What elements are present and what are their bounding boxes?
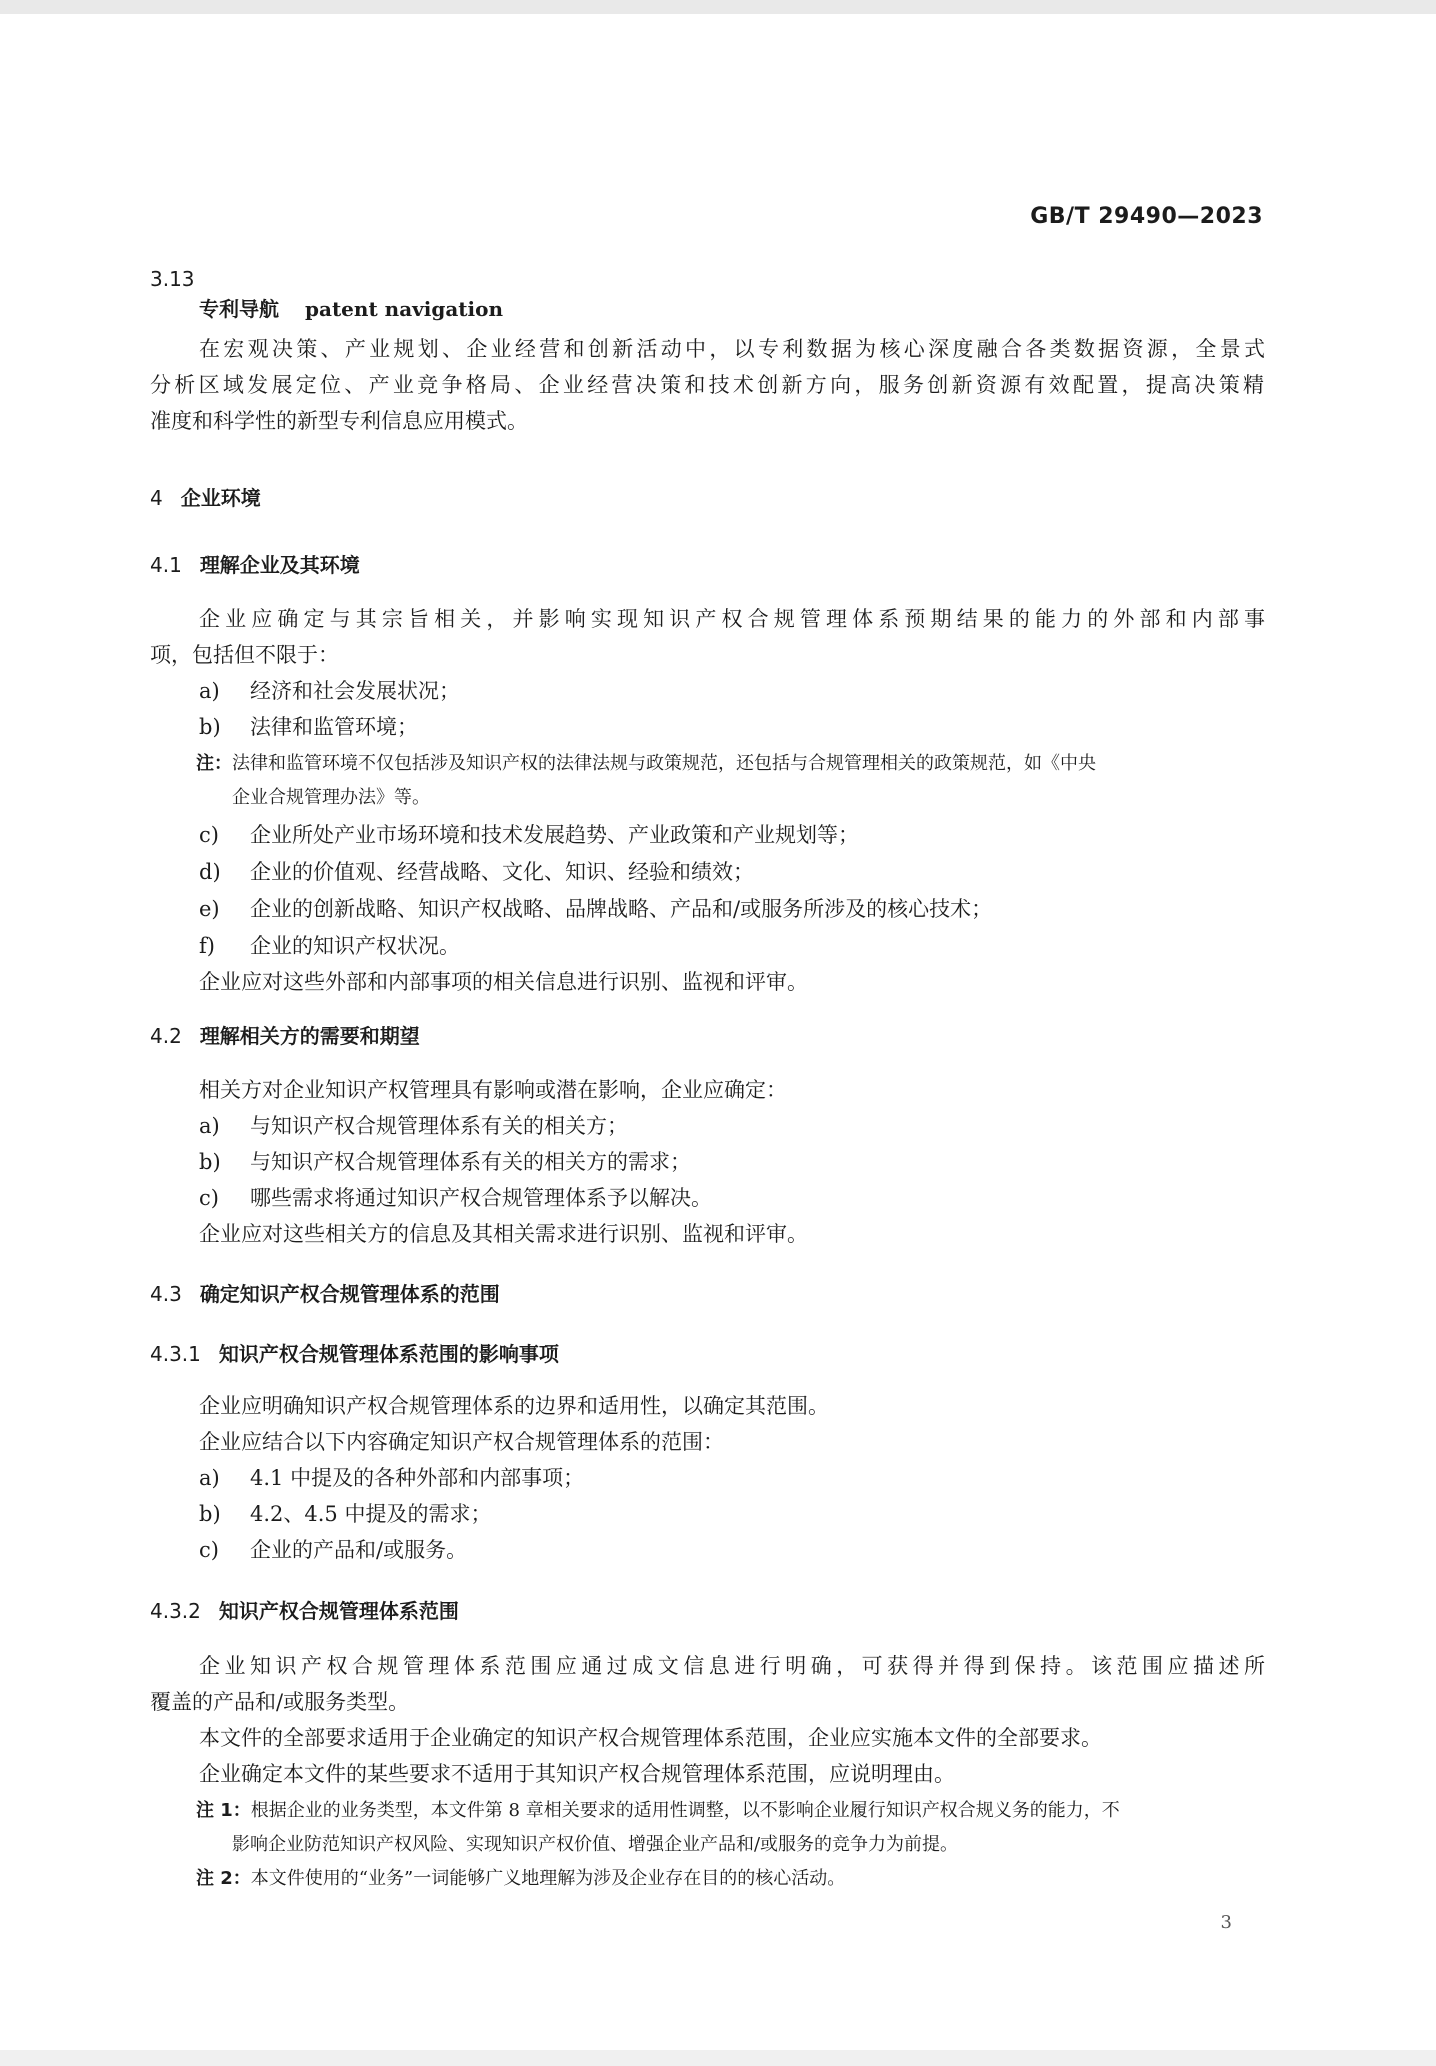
paragraph-line: 企业应对这些相关方的信息及其相关需求进行识别、监视和评审。 bbox=[199, 1222, 808, 1246]
section-number: 4.3.2 bbox=[150, 1599, 201, 1623]
term-chinese: 专利导航 bbox=[199, 297, 279, 321]
list-marker: a) bbox=[199, 1466, 220, 1490]
section-heading-4-3 bbox=[150, 1279, 500, 1309]
section-number: 4.1 bbox=[150, 553, 182, 577]
section-title: 确定知识产权合规管理体系的范围 bbox=[199, 1282, 500, 1306]
note-continuation: 影响企业防范知识产权风险、实现知识产权价值、增强企业产品和/或服务的竞争力为前提。 bbox=[232, 1834, 959, 1855]
list-item: 哪些需求将通过知识产权合规管理体系予以解决。 bbox=[250, 1186, 712, 1210]
paragraph-line: 企业知识产权合规管理体系范围应通过成文信息进行明确，可获得并得到保持。该范围应描述所 bbox=[199, 1654, 1265, 1678]
bottom-border bbox=[0, 2050, 1436, 2066]
paragraph-line: 覆盖的产品和/或服务类型。 bbox=[150, 1690, 410, 1714]
list-item: 企业所处产业市场环境和技术发展趋势、产业政策和产业规划等； bbox=[250, 823, 859, 847]
section-title: 知识产权合规管理体系范围的影响事项 bbox=[218, 1342, 559, 1366]
note-1 bbox=[196, 1796, 1120, 1826]
section-title: 企业环境 bbox=[180, 486, 261, 510]
list-marker: c) bbox=[199, 1186, 219, 1210]
list-marker: a) bbox=[199, 1114, 220, 1138]
note-text: 法律和监管环境不仅包括涉及知识产权的法律法规与政策规范，还包括与合规管理相关的政策规范，如《中央 bbox=[232, 753, 1096, 774]
page-number: 3 bbox=[1220, 1912, 1232, 1933]
list-item: 企业的创新战略、知识产权战略、品牌战略、产品和/或服务所涉及的核心技术； bbox=[250, 897, 993, 921]
term-entry bbox=[199, 294, 503, 324]
document-page bbox=[0, 14, 1436, 2050]
section-title: 知识产权合规管理体系范围 bbox=[218, 1599, 459, 1623]
section-number: 4 bbox=[150, 486, 163, 510]
note-label: 注 1： bbox=[196, 1800, 251, 1821]
list-item: 经济和社会发展状况； bbox=[250, 679, 460, 703]
list-item: 企业的产品和/或服务。 bbox=[250, 1538, 468, 1562]
section-number: 4.2 bbox=[150, 1024, 182, 1048]
paragraph-line: 企业应明确知识产权合规管理体系的边界和适用性，以确定其范围。 bbox=[199, 1394, 829, 1418]
list-item: 4.2、4.5 中提及的需求； bbox=[250, 1502, 492, 1526]
paragraph-line: 企业应确定与其宗旨相关，并影响实现知识产权合规管理体系预期结果的能力的外部和内部事 bbox=[199, 607, 1265, 631]
section-heading-4-2 bbox=[150, 1021, 420, 1051]
term-english: patent navigation bbox=[305, 297, 504, 321]
note-text: 本文件使用的“业务”一词能够广义地理解为涉及企业存在目的的核心活动。 bbox=[250, 1868, 846, 1889]
section-heading-4 bbox=[150, 483, 261, 513]
paragraph-line: 企业应结合以下内容确定知识产权合规管理体系的范围： bbox=[199, 1430, 724, 1454]
clause-number-3-13: 3.13 bbox=[150, 267, 195, 291]
list-item: 4.1 中提及的各种外部和内部事项； bbox=[250, 1466, 585, 1490]
list-marker: f) bbox=[199, 934, 215, 958]
top-border bbox=[0, 0, 1436, 14]
list-item: 与知识产权合规管理体系有关的相关方； bbox=[250, 1114, 628, 1138]
paragraph-line: 企业应对这些外部和内部事项的相关信息进行识别、监视和评审。 bbox=[199, 970, 808, 994]
section-title: 理解相关方的需要和期望 bbox=[199, 1024, 420, 1048]
standard-code: GB/T 29490—2023 bbox=[1030, 204, 1263, 229]
note-continuation: 企业合规管理办法》等。 bbox=[232, 787, 430, 808]
list-marker: b) bbox=[199, 1150, 221, 1174]
section-number: 4.3.1 bbox=[150, 1342, 201, 1366]
list-marker: a) bbox=[199, 679, 220, 703]
note bbox=[196, 749, 1096, 779]
list-item: 法律和监管环境； bbox=[250, 715, 418, 739]
list-marker: d) bbox=[199, 860, 221, 884]
list-marker: b) bbox=[199, 1502, 221, 1526]
paragraph-line: 企业确定本文件的某些要求不适用于其知识产权合规管理体系范围，应说明理由。 bbox=[199, 1762, 955, 1786]
list-marker: c) bbox=[199, 1538, 219, 1562]
list-marker: b) bbox=[199, 715, 221, 739]
section-heading-4-3-2 bbox=[150, 1596, 459, 1626]
term-definition-line-2: 分析区域发展定位、产业竞争格局、企业经营决策和技术创新方向，服务创新资源有效配置，提高决策精 bbox=[150, 373, 1264, 397]
term-definition-line-3: 准度和科学性的新型专利信息应用模式。 bbox=[150, 409, 528, 433]
paragraph-line: 相关方对企业知识产权管理具有影响或潜在影响，企业应确定： bbox=[199, 1078, 787, 1102]
paragraph-line: 项，包括但不限于： bbox=[150, 643, 339, 667]
section-heading-4-3-1 bbox=[150, 1339, 559, 1369]
list-item: 企业的知识产权状况。 bbox=[250, 934, 460, 958]
paragraph-line: 本文件的全部要求适用于企业确定的知识产权合规管理体系范围，企业应实施本文件的全部要求。 bbox=[199, 1726, 1102, 1750]
note-label: 注 2： bbox=[196, 1868, 251, 1889]
list-marker: e) bbox=[199, 897, 220, 921]
term-definition-line-1: 在宏观决策、产业规划、企业经营和创新活动中，以专利数据为核心深度融合各类数据资源，全景式 bbox=[199, 337, 1265, 361]
section-heading-4-1 bbox=[150, 550, 360, 580]
list-marker: c) bbox=[199, 823, 219, 847]
list-item: 企业的价值观、经营战略、文化、知识、经验和绩效； bbox=[250, 860, 754, 884]
section-number: 4.3 bbox=[150, 1282, 182, 1306]
section-title: 理解企业及其环境 bbox=[199, 553, 360, 577]
note-label: 注： bbox=[196, 753, 232, 774]
note-text: 根据企业的业务类型，本文件第 8 章相关要求的适用性调整，以不影响企业履行知识产权合规义务的能力，不 bbox=[250, 1800, 1120, 1821]
note-2 bbox=[196, 1864, 845, 1894]
list-item: 与知识产权合规管理体系有关的相关方的需求； bbox=[250, 1150, 691, 1174]
